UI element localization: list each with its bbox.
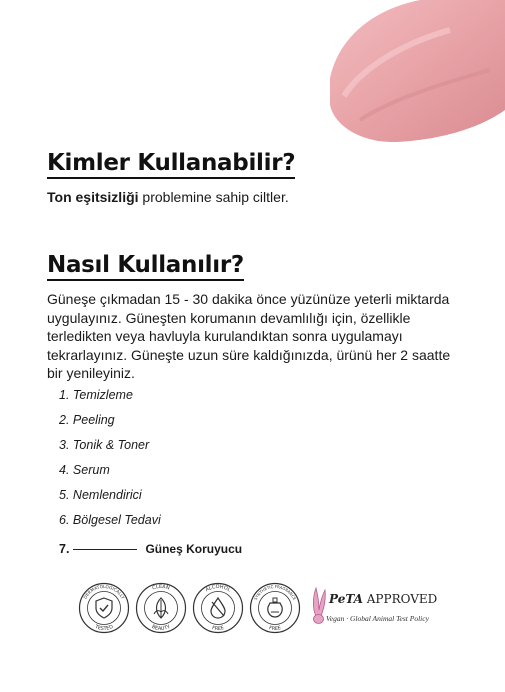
how-to-use-text: Güneşe çıkmadan 15 - 30 dakika önce yüzünüze yeterli miktarda uygulayınız. Güneşten korumanın devamlılığı için, özellikle terledikten veya havluyla kurulandıktan sonra uygulamayı tekrarlayınız. Güneşte uzun süre kaldığınızda, ürünü her 2 saatte bir yenileyiniz. bbox=[47, 291, 451, 382]
perfume-bottle-icon bbox=[268, 598, 282, 617]
divider-line bbox=[73, 549, 137, 550]
how-to-use-heading: Nasıl Kullanılır? bbox=[47, 252, 244, 278]
svg-text:CLEAN: CLEAN bbox=[151, 583, 171, 592]
step-item: 2. Peeling bbox=[59, 413, 115, 427]
svg-text:ALCOHOL: ALCOHOL bbox=[204, 583, 232, 594]
alcohol-free-badge bbox=[192, 582, 244, 634]
synthetic-fragrance-free-badge bbox=[249, 582, 301, 634]
who-can-use-heading: Kimler Kullanabilir? bbox=[47, 150, 295, 176]
step-item: 4. Serum bbox=[59, 463, 110, 477]
drop-icon bbox=[211, 598, 225, 618]
step-item: 3. Tonik & Toner bbox=[59, 438, 150, 452]
step-item: 1. Temizleme bbox=[59, 388, 133, 402]
step-item: 5. Nemlendirici bbox=[59, 488, 142, 502]
leaf-icon bbox=[154, 598, 168, 618]
who-can-use-text: Ton eşitsizliği problemine sahip ciltler. bbox=[47, 189, 289, 205]
dermatologically-tested-badge bbox=[78, 582, 130, 634]
svg-text:BEAUTY: BEAUTY bbox=[150, 623, 172, 633]
peta-approved-logo bbox=[310, 582, 440, 634]
step-item-highlighted: 7. Güneş Koruyucu bbox=[59, 542, 243, 556]
svg-text:FREE: FREE bbox=[211, 625, 225, 633]
svg-text:FREE: FREE bbox=[268, 625, 282, 633]
clean-beauty-badge bbox=[135, 582, 187, 634]
peta-title: PeTA APPROVED bbox=[329, 592, 438, 606]
shield-check-icon bbox=[96, 598, 112, 618]
svg-text:TESTED: TESTED bbox=[93, 623, 115, 633]
svg-text:SYNTHETIC FRAGRANCE: SYNTHETIC FRAGRANCE bbox=[252, 583, 298, 601]
product-swatch-image bbox=[300, 0, 505, 150]
peta-subtitle: Vegan · Global Animal Test Policy bbox=[326, 614, 429, 623]
step-item: 6. Bölgesel Tedavi bbox=[59, 513, 161, 527]
svg-text:DERMATOLOGICALLY: DERMATOLOGICALLY bbox=[83, 584, 125, 601]
